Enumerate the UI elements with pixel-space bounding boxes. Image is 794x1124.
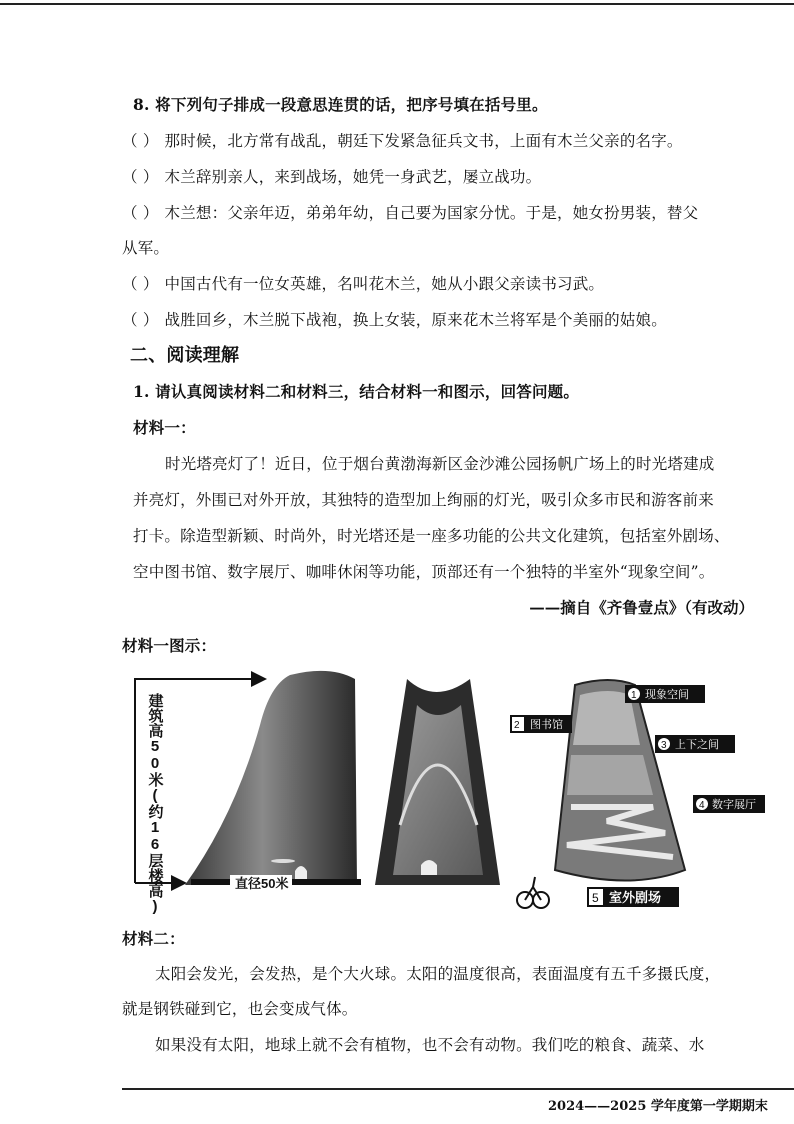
- svg-text:上下之间: 上下之间: [675, 739, 719, 751]
- figure-label: 材料一图示：: [122, 636, 217, 655]
- svg-text:5: 5: [592, 891, 599, 905]
- zone-tag: [510, 715, 572, 733]
- tower-exterior: [185, 671, 357, 885]
- zone-tag: [587, 887, 679, 907]
- height-label: 建筑高50米(约16层楼高): [146, 693, 164, 915]
- zone-middle: [567, 755, 653, 795]
- material-1-line: 时光塔亮灯了！近日，位于烟台黄渤海新区金沙滩公园扬帆广场上的时光塔建成: [165, 455, 715, 473]
- top-rule: [0, 3, 794, 5]
- q8-item-2: （ ） 木兰辞别亲人，来到战场，她凭一身武艺，屡立战功。: [122, 165, 541, 187]
- material-1-line: 并亮灯，外围已对外开放，其独特的造型加上绚丽的灯光，吸引众多市民和游客前来: [133, 491, 714, 509]
- q8-title: 8. 将下列句子排成一段意思连贯的话，把序号填在括号里。: [133, 95, 548, 114]
- zone-tag: [693, 795, 765, 813]
- svg-text:3: 3: [661, 740, 667, 751]
- material-1-label: 材料一：: [133, 418, 196, 437]
- q8-item-3-cont: 从军。: [122, 239, 170, 257]
- section-heading: 二、阅读理解: [130, 345, 240, 366]
- answer-bracket[interactable]: （ ）: [122, 132, 159, 150]
- material-1-source: ——摘自《齐鲁壹点》（有改动）: [529, 598, 754, 617]
- material-2-line: 如果没有太阳，地球上就不会有植物，也不会有动物。我们吃的粮食、蔬菜、水: [155, 1036, 705, 1054]
- footer-rule: [122, 1088, 794, 1090]
- svg-text:4: 4: [699, 800, 705, 811]
- svg-text:1: 1: [631, 690, 637, 701]
- svg-text:室外剧场: 室外剧场: [609, 890, 662, 905]
- answer-bracket[interactable]: （ ）: [122, 275, 159, 293]
- zone-tag: [625, 685, 705, 703]
- q8-item-1: （ ） 那时候，北方常有战乱，朝廷下发紧急征兵文书，上面有木兰父亲的名字。: [122, 129, 683, 151]
- tower-figure: [125, 665, 770, 915]
- diameter-label: 直径50米: [235, 876, 289, 891]
- material-2-line: 就是钢铁碰到它，也会变成气体。: [122, 1000, 358, 1018]
- tower-light: [271, 859, 295, 863]
- footer-text: 2024——2025 学年度第一学期期末: [548, 1099, 768, 1114]
- zone-tag: [655, 735, 735, 753]
- material-2-label: 材料二：: [122, 929, 185, 948]
- answer-bracket[interactable]: （ ）: [122, 168, 159, 186]
- q8-item-3: （ ） 木兰想：父亲年迈，弟弟年幼，自己要为国家分忧。于是，她女扮男装，替父: [122, 201, 698, 223]
- answer-bracket[interactable]: （ ）: [122, 311, 159, 329]
- svg-text:现象空间: 现象空间: [645, 689, 689, 701]
- answer-bracket[interactable]: （ ）: [122, 204, 159, 222]
- svg-text:图书馆: 图书馆: [530, 719, 563, 731]
- material-2-line: 太阳会发光，会发热，是个大火球。太阳的温度很高，表面温度有五千多摄氏度，: [155, 965, 721, 983]
- material-1-line: 空中图书馆、数字展厅、咖啡休闲等功能，顶部还有一个独特的半室外“现象空间”。: [133, 563, 715, 581]
- material-1-line: 打卡。除造型新颖、时尚外，时光塔还是一座多功能的公共文化建筑，包括室外剧场、: [133, 527, 730, 545]
- svg-text:数字展厅: 数字展厅: [712, 799, 756, 811]
- q8-item-5: （ ） 战胜回乡，木兰脱下战袍，换上女装，原来花木兰将军是个美丽的姑娘。: [122, 308, 667, 330]
- svg-text:2: 2: [514, 720, 520, 731]
- reading-q1: 1. 请认真阅读材料二和材料三，结合材料一和图示，回答问题。: [133, 382, 580, 401]
- q8-item-4: （ ） 中国古代有一位女英雄，名叫花木兰，她从小跟父亲读书习武。: [122, 272, 604, 294]
